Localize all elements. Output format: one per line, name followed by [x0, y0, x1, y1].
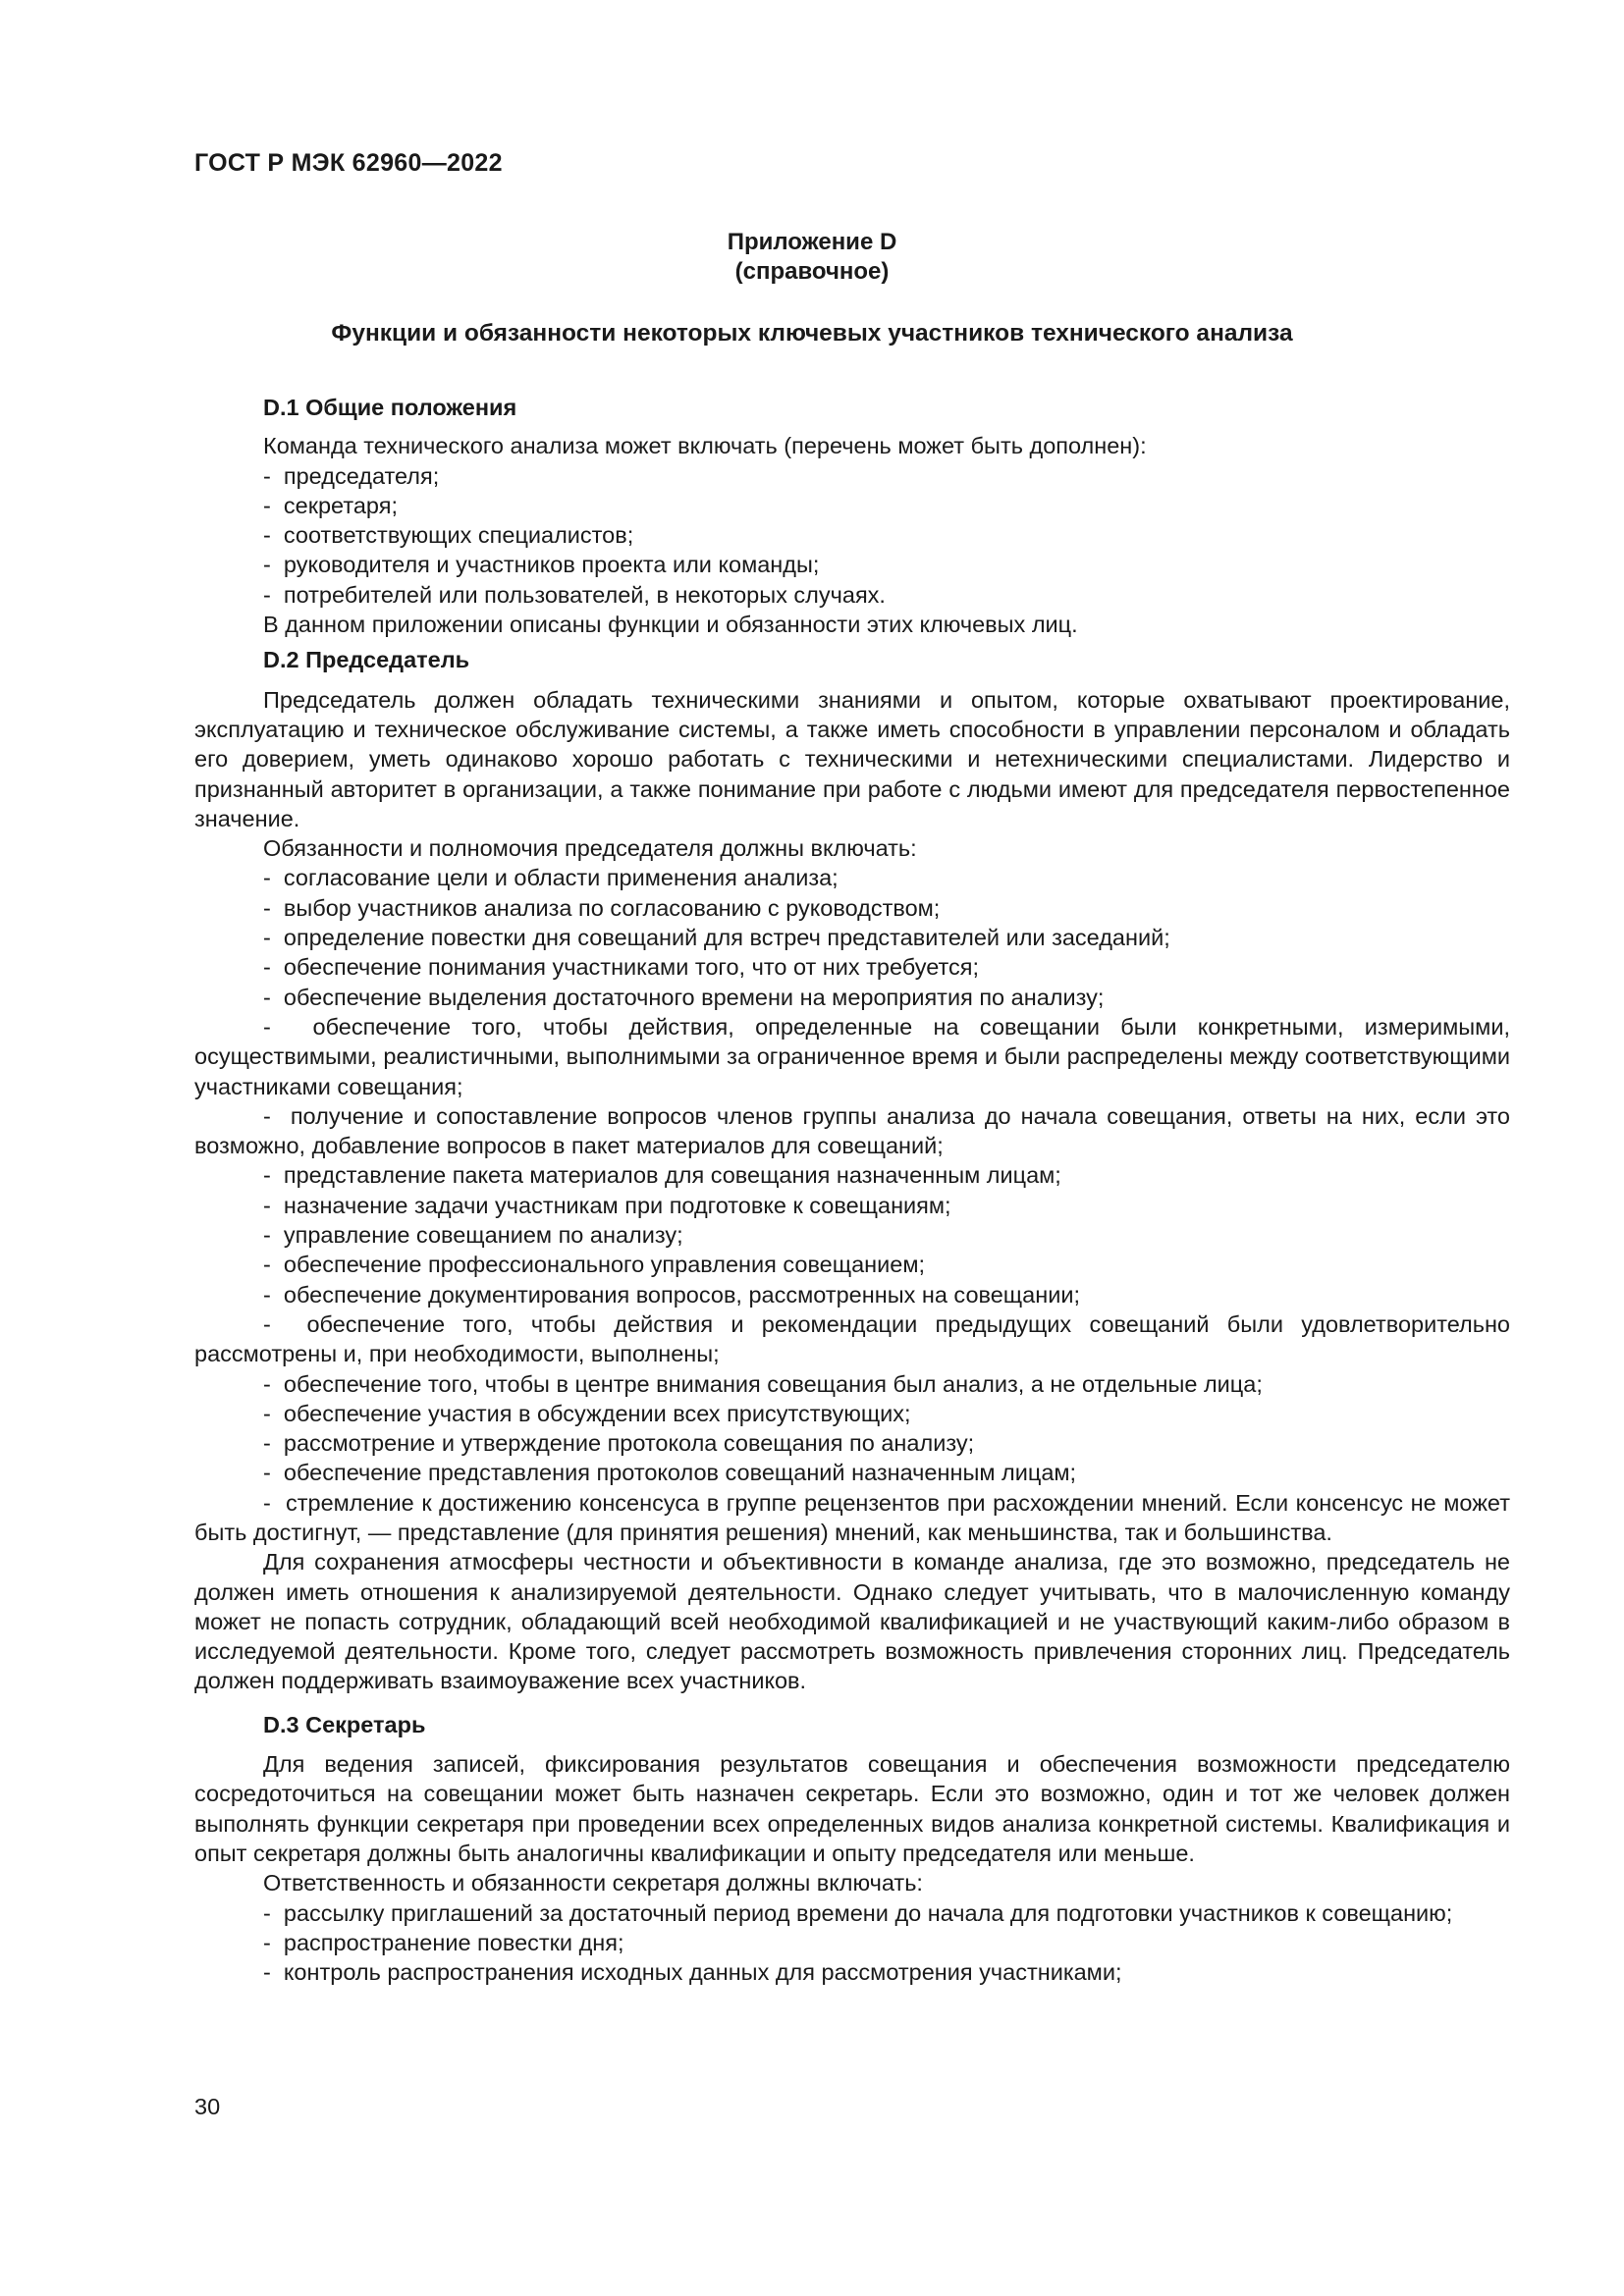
list-item: - выбор участников анализа по согласованию с руководством; — [194, 893, 1510, 923]
d3-paragraph-1: Для ведения записей, фиксирования результатов совещания и обеспечения возможности председателю сосредоточиться на совещании может быть назначен секретарь. Если это возможно, один и тот же человек должен выполнять функции секретаря при проведении всех определенных видов анализа конкретной системы. Квалификация и опыт секретаря должны быть аналогичны квалификации и опыту председателя или меньше. — [194, 1751, 1510, 1866]
standard-header: ГОСТ Р МЭК 62960—2022 — [194, 149, 503, 177]
list-item: - получение и сопоставление вопросов членов группы анализа до начала совещания, ответы на них, если это возможно, добавление вопросов в пакет материалов для совещаний; — [194, 1101, 1510, 1161]
document-body — [194, 393, 1510, 1987]
d3-paragraph-2: Ответственность и обязанности секретаря должны включать: — [263, 1870, 923, 1896]
list-item: - обеспечение того, чтобы в центре внимания совещания был анализ, а не отдельные лица; — [194, 1369, 1510, 1399]
list-item: - рассылку приглашений за достаточный период времени до начала для подготовки участников к совещанию; — [194, 1898, 1510, 1928]
list-item: - согласование цели и области применения анализа; — [194, 863, 1510, 892]
section-title-d3: D.3 Секретарь — [263, 1711, 426, 1737]
list-item: - обеспечение представления протоколов совещаний назначенным лицам; — [194, 1458, 1510, 1487]
list-item: - обеспечение понимания участниками того, что от них требуется; — [194, 952, 1510, 982]
list-item: - определение повестки дня совещаний для встреч представителей или заседаний; — [194, 923, 1510, 952]
d1-closing: В данном приложении описаны функции и обязанности этих ключевых лиц. — [263, 612, 1078, 638]
section-title-d2: D.2 Председатель — [263, 647, 470, 673]
page-number: 30 — [194, 2094, 221, 2119]
list-item: - потребителей или пользователей, в некоторых случаях. — [194, 580, 1510, 610]
list-item: - обеспечение того, чтобы действия, определенные на совещании были конкретными, измеримыми, осуществимыми, реалистичными, выполнимыми за ограниченное время и были распределены между соответствующими участниками совещания; — [194, 1012, 1510, 1101]
annex-title: Функции и обязанности некоторых ключевых участников технического анализа — [331, 320, 1293, 347]
list-item: - секретаря; — [194, 491, 1510, 520]
list-item: - обеспечение профессионального управления совещанием; — [194, 1250, 1510, 1279]
list-item: - обеспечение участия в обсуждении всех присутствующих; — [194, 1399, 1510, 1428]
list-item: - обеспечение документирования вопросов, рассмотренных на совещании; — [194, 1280, 1510, 1309]
list-item: - представление пакета материалов для совещания назначенным лицам; — [194, 1160, 1510, 1190]
d2-paragraph-1: Председатель должен обладать техническими знаниями и опытом, которые охватывают проектирование, эксплуатацию и техническое обслуживание системы, а также иметь способности в управлении персоналом и обладать его доверием, уметь одинаково хорошо работать с техническими и нетехническими специалистами. Лидерство и признанный авторитет в организации, а также понимание при работе с людьми имеют для председателя первостепенное значение. — [194, 686, 1510, 831]
list-item: - руководителя и участников проекта или команды; — [194, 550, 1510, 579]
annex-heading — [0, 228, 1624, 287]
list-item: - назначение задачи участникам при подготовке к совещаниям; — [194, 1191, 1510, 1220]
d2-paragraph-2: Обязанности и полномочия председателя должны включать: — [263, 835, 917, 862]
d2-paragraph-3: Для сохранения атмосферы честности и объективности в команде анализа, где это возможно, председатель не должен иметь отношения к анализируемой деятельности. Однако следует учитывать, что в малочисленную команду может не попасть сотрудник, обладающий всей необходимой квалификацией и не участвующий каким-либо образом в исследуемой деятельности. Кроме того, следует рассмотреть возможность привлечения сторонних лиц. Председатель должен поддерживать взаимоуважение всех участников. — [194, 1549, 1510, 1694]
annex-kind: (справочное) — [734, 258, 890, 285]
list-item: - стремление к достижению консенсуса в группе рецензентов при расхождении мнений. Если консенсус не может быть достигнут, — представление (для принятия решения) мнений, как меньшинства, так и большинства. — [194, 1488, 1510, 1548]
list-item: - председателя; — [194, 461, 1510, 491]
list-item: - распространение повестки дня; — [194, 1928, 1510, 1957]
d1-intro: Команда технического анализа может включать (перечень может быть дополнен): — [263, 433, 1147, 459]
list-item: - управление совещанием по анализу; — [194, 1220, 1510, 1250]
list-item: - обеспечение того, чтобы действия и рекомендации предыдущих совещаний были удовлетворительно рассмотрены и, при необходимости, выполнены; — [194, 1309, 1510, 1369]
list-item: - обеспечение выделения достаточного времени на мероприятия по анализу; — [194, 983, 1510, 1012]
list-item: - рассмотрение и утверждение протокола совещания по анализу; — [194, 1428, 1510, 1458]
list-item: - соответствующих специалистов; — [194, 520, 1510, 550]
annex-label: Приложение D — [727, 229, 897, 255]
section-title-d1: D.1 Общие положения — [263, 395, 517, 420]
list-item: - контроль распространения исходных данных для рассмотрения участниками; — [194, 1957, 1510, 1987]
